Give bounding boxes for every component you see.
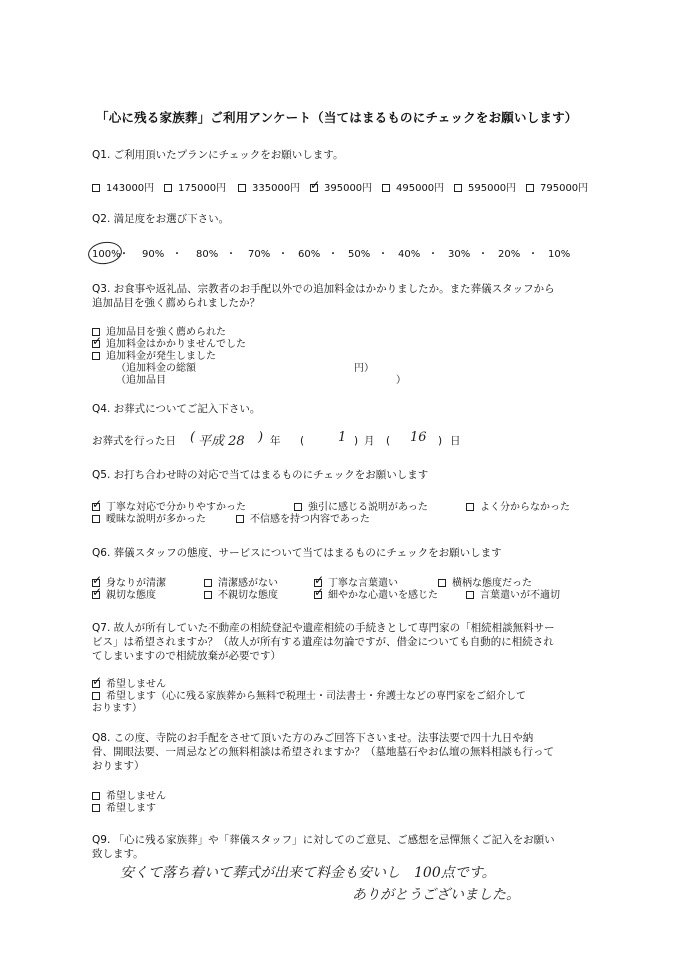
checkbox[interactable] [92, 804, 100, 812]
scale-30[interactable]: 30% [448, 249, 471, 260]
checkbox[interactable] [92, 692, 100, 700]
q4-year-suffix: 年 [270, 435, 281, 447]
q7-question-line1: Q7. 故人が所有していた不動産の相続登記や遺産相続の手続きとして専門家の「相続相談無料サー [92, 622, 555, 634]
q3-items-label: （追加品目 [116, 375, 166, 386]
scale-10[interactable]: 10% [548, 249, 571, 260]
scale-50[interactable]: 50% [348, 249, 371, 260]
scale-dot: ・ [278, 249, 288, 260]
q6-option-kind[interactable]: ✓親切な態度 [92, 590, 156, 602]
q4-month-paren-close: ) [354, 435, 359, 447]
checkbox[interactable] [204, 579, 212, 587]
checkbox[interactable] [164, 184, 172, 192]
q3-option-no-extra-charge[interactable]: ✓追加料金はかかりませんでした [92, 339, 246, 351]
q3-total-amount-label: （追加料金の総額 [116, 363, 196, 374]
q7-question-line3: てしまいますので相続放棄が必要です） [92, 650, 281, 662]
q6-option-not-clean[interactable]: 清潔感がない [204, 578, 278, 590]
checkbox[interactable] [526, 184, 534, 192]
q3-option-extra-charge[interactable]: 追加料金が発生しました [92, 351, 216, 363]
q3-total-amount-unit: 円） [354, 363, 374, 374]
scale-dot: ・ [119, 249, 129, 260]
q1-option-395000[interactable]: ✓ 395000円 [310, 183, 372, 195]
q2-question: Q2. 満足度をお選び下さい。 [92, 213, 230, 225]
q6-option-improper-language[interactable]: 言葉遣いが不適切 [466, 590, 560, 602]
q4-month-suffix: 月 [364, 435, 375, 447]
q9-handwritten-answer-line1: 安くて落ち着いて葬式が出来て料金も安いし 100点です。 [120, 865, 496, 881]
scale-dot: ・ [226, 249, 236, 260]
checkbox-checked[interactable] [92, 680, 100, 688]
q7-option-yes[interactable]: 希望します（心に残る家族葬から無料で税理士・司法書士・弁護士などの専門家をご紹介して [92, 691, 526, 703]
q8-option-no[interactable]: 希望しません [92, 791, 166, 803]
q3-option-strongly-recommended[interactable]: 追加品目を強く薦められた [92, 327, 226, 339]
q5-option-forceful[interactable]: 強引に感じる説明があった [294, 502, 428, 514]
scale-dot: ・ [428, 249, 438, 260]
checkbox[interactable] [294, 503, 302, 511]
checkbox[interactable] [466, 503, 474, 511]
q4-question: Q4. お葬式についてご記入下さい。 [92, 403, 261, 415]
q4-month-paren-open: ( [300, 435, 305, 447]
checkbox[interactable] [92, 792, 100, 800]
scale-dot: ・ [528, 249, 538, 260]
selection-circle-mark [87, 240, 124, 267]
checkbox[interactable] [204, 591, 212, 599]
q1-option-595000[interactable]: 595000円 [454, 183, 516, 195]
q1-option-175000[interactable]: 175000円 [164, 183, 226, 195]
q5-option-vague[interactable]: 曖昧な説明が多かった [92, 514, 206, 526]
q6-option-unkind[interactable]: 不親切な態度 [204, 590, 278, 602]
q4-day-written: 16 [410, 430, 427, 445]
q8-option-yes[interactable]: 希望します [92, 803, 156, 815]
q4-date-prefix: お葬式を行った日 [92, 435, 176, 447]
q4-day-suffix: 日 [450, 435, 461, 447]
q9-handwritten-answer-line2: ありがとうございました。 [352, 887, 520, 903]
scale-20[interactable]: 20% [498, 249, 521, 260]
scale-dot: ・ [378, 249, 388, 260]
checkbox[interactable] [238, 184, 246, 192]
q4-day-paren-open: ( [386, 435, 391, 447]
q8-question-line3: おります） [92, 760, 145, 772]
q5-option-unclear[interactable]: よく分からなかった [466, 502, 570, 514]
scale-100[interactable]: 100% [92, 249, 121, 260]
q8-question-line2: 骨、開眼法要、一周忌などの無料相談は希望されますか？（墓地墓石やお仏壇の無料相談も行って [92, 746, 554, 758]
checkbox[interactable] [236, 515, 244, 523]
scale-40[interactable]: 40% [398, 249, 421, 260]
q4-era-paren-close: ) [258, 430, 264, 445]
checkbox[interactable] [92, 184, 100, 192]
q4-day-paren-close: ) [438, 435, 443, 447]
q7-question-line2: ビス」は希望されますか？（故人が所有する遺産は勿論ですが、借金についても自動的に相続され [92, 636, 554, 648]
checkbox-checked[interactable] [314, 591, 322, 599]
q5-option-distrust[interactable]: 不信感を持つ内容であった [236, 514, 370, 526]
checkbox[interactable] [466, 591, 474, 599]
q6-question: Q6. 葬儀スタッフの態度、サービスについて当てはまるものにチェックをお願いします [92, 547, 502, 559]
scale-dot: ・ [172, 249, 182, 260]
checkbox[interactable] [92, 352, 100, 360]
checkbox[interactable] [438, 579, 446, 587]
scale-60[interactable]: 60% [298, 249, 321, 260]
q7-option-yes-cont: おります） [92, 703, 142, 714]
scale-dot: ・ [478, 249, 488, 260]
q6-option-clean[interactable]: ✓身なりが清潔 [92, 578, 166, 590]
q1-question: Q1. ご利用頂いたプランにチェックをお願いします。 [92, 149, 344, 161]
checkbox-checked[interactable] [310, 184, 318, 192]
q3-items-close: ） [396, 375, 406, 386]
q6-option-arrogant[interactable]: 横柄な態度だった [438, 578, 532, 590]
q9-question-line1: Q9. 「心に残る家族葬」や「葬儀スタッフ」に対してのご意見、ご感想を忌憚無くご記入をお願い [92, 834, 555, 846]
scale-70[interactable]: 70% [248, 249, 271, 260]
q7-option-no[interactable]: ✓希望しません [92, 679, 166, 691]
checkbox[interactable] [454, 184, 462, 192]
q3-question-line1: Q3. お食事や返礼品、宗教者のお手配以外での追加料金はかかりましたか。また葬儀スタッフから [92, 283, 555, 295]
q1-option-143000[interactable]: 143000円 [92, 183, 154, 195]
checkbox-checked[interactable] [92, 591, 100, 599]
q9-question-line2: 致します。 [92, 848, 144, 860]
q4-era-paren-open: ( [190, 430, 196, 445]
scale-90[interactable]: 90% [142, 249, 165, 260]
survey-title: 「心に残る家族葬」ご利用アンケート（当てはまるものにチェックをお願いします） [96, 110, 578, 125]
checkbox-checked[interactable] [92, 340, 100, 348]
q1-option-495000[interactable]: 495000円 [382, 183, 444, 195]
scale-dot: ・ [328, 249, 338, 260]
checkbox[interactable] [382, 184, 390, 192]
q6-option-attentive[interactable]: ✓ 細やかな心遣いを感じた [314, 590, 438, 602]
q4-month-written: 1 [338, 430, 347, 445]
scale-80[interactable]: 80% [196, 249, 219, 260]
q4-era-written: 平成 28 [198, 434, 245, 449]
q5-option-polite[interactable]: ✓丁寧な対応で分かりやすかった [92, 502, 246, 514]
q3-question-line2: 追加品目を強く薦められましたか？ [92, 297, 260, 309]
q1-option-795000[interactable]: 795000円 [526, 183, 588, 195]
q5-question: Q5. お打ち合わせ時の対応で当てはまるものにチェックをお願いします [92, 469, 429, 481]
checkbox[interactable] [92, 515, 100, 523]
q1-option-335000[interactable]: 335000円 [238, 183, 300, 195]
checkbox-checked[interactable] [92, 503, 100, 511]
q6-option-polite-language[interactable]: ✓ 丁寧な言葉遣い [314, 578, 398, 590]
q8-question-line1: Q8. この度、寺院のお手配をさせて頂いた方のみご回答下さいませ。法事法要で四十九日や納 [92, 732, 534, 744]
